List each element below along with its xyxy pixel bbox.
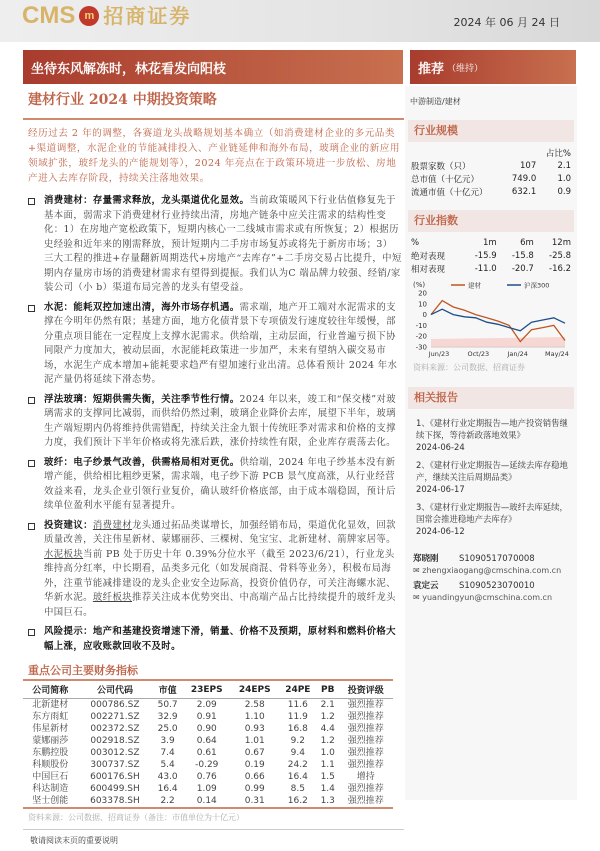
bullet-item (26, 625, 402, 654)
table-cell: 强烈推荐 (347, 784, 384, 794)
table-cell: 1.5 (320, 772, 335, 782)
checkbox-bullet-icon (28, 397, 35, 404)
table-cell: 43.0 (157, 772, 178, 782)
report-date: 2024-06-12 (416, 526, 465, 536)
bullet-head: 浮法玻璃：短期供需失衡，关注季节性行情。 (44, 393, 240, 405)
table-cell: 强烈推荐 (347, 724, 384, 734)
cell: 107 (520, 160, 537, 171)
cell: 2.1 (557, 160, 571, 171)
table-cell: 0.67 (244, 748, 265, 758)
bullet-head: 玻纤：电子纱景气改善，供需格局相对更优。 (44, 456, 240, 468)
table-cell: 2.2 (152, 795, 182, 808)
bullet-body: 龙头通过拓品类谋增长，加强经销布局，渠道优化显效，回款质量改善，关注伟星新材、蒙娜丽莎、三棵树、兔宝宝、北新建材、箭牌家居等。 (44, 519, 396, 545)
chart-source: 资料来源：公司数据、招商证券 (413, 363, 525, 372)
bullet-item (26, 393, 402, 451)
bullet-item (26, 301, 402, 388)
analysts (413, 553, 573, 604)
key-companies-table (23, 679, 393, 809)
table-cell: 8.5 (290, 784, 305, 794)
column-header: 公司简称 (23, 680, 77, 699)
report-title: 1、《建材行业定期报告—地产投资销售继续下探，等待新政落地效果》 (416, 418, 568, 440)
x-tick-label: Jun/23 (428, 350, 450, 358)
table-cell: 0.31 (231, 795, 279, 808)
table-cell: 2.1 (320, 700, 335, 710)
checkbox-bullet-icon (28, 523, 35, 530)
bullet-item (26, 456, 402, 514)
row-label: 流通市值（十亿元） (411, 187, 488, 198)
table-cell: 0.19 (244, 760, 265, 770)
logo-chinese: 招商证券 (103, 4, 192, 28)
bullet-body: 需求端，地产开工端对水泥需求的支撑在今明年仍然有限；基建方面，地方化债背景下专项债发行速度较往年缓慢，部分重点项目能在一定程度上支撑水泥需求。供给端，主动层面，行业普遍亏损下协同限产力度加大，被动层面，水泥能耗政策进一步加严，未来有望纳入碳交易市场，水泥生产成本增加+能耗要求趋严有望加速行业出清。总体看预计 2024 年水泥产量仍将延续下滑态势。 (44, 301, 398, 385)
table-cell: 0.66 (244, 772, 265, 782)
underlined-term: 消费建材 (92, 519, 132, 531)
bullet-body: 供给端，2024 年电子纱基本没有新增产能，供给相比粗纱更紧，需求端，电子纱下游 PCB 景气度高涨，从行业经营效益来看，龙头企业引领行业复价，确认玻纤价格底部，由于成本端稳固，预计后续单位盈利水平能有显著提升。 (44, 456, 396, 511)
bullet-item (26, 519, 402, 621)
volume-area (431, 337, 565, 347)
column-header: 1m (483, 237, 497, 248)
industry-label: 中游制造/建材 (410, 97, 461, 106)
table-cell: 强烈推荐 (347, 700, 384, 710)
mail-icon: ✉ (413, 566, 423, 575)
table-row (23, 747, 393, 759)
table-cell: 中国巨石 (32, 772, 69, 782)
report-subtitle: 建材行业 2024 中期投资策略 (28, 92, 217, 108)
table-row (23, 723, 393, 735)
table-cell: 东鹏控股 (32, 748, 69, 758)
table-cell: 0.93 (244, 724, 265, 734)
table-cell: 1.01 (244, 736, 265, 746)
bullet-head: 消费建材：存量需求释放，龙头渠道优化显效。 (44, 195, 250, 206)
bullet-head: 投资建议： (44, 519, 93, 531)
table-cell: 0.64 (196, 736, 217, 746)
cell: 1.0 (557, 173, 571, 184)
report-link[interactable] (416, 459, 570, 495)
underlined-term: 玻纤板块 (92, 592, 132, 603)
table-cell: 增持 (356, 772, 375, 782)
table-cell: 1.1 (320, 760, 335, 770)
main-column (23, 88, 404, 851)
cell: -20.7 (511, 263, 534, 274)
column-header: 占比% (545, 148, 571, 159)
table-cell: 强烈推荐 (339, 795, 393, 808)
y-tick-label: 20 (418, 289, 427, 298)
x-tick-label: May/24 (545, 350, 569, 358)
table-cell: 0.76 (196, 772, 217, 782)
bullet-body: 当前 PB 处于历史十年 0.39%分位水平（截至 2023/6/21），行业龙头维持高分红率，中长期看，品类多元化（如发展商混、骨料等业务），积极布局海外，注重节能减排建设的龙头企业安全边际高，投资价值仍存，可关注海螺水泥、华新水泥。 (44, 548, 396, 603)
table-cell: 9.4 (290, 748, 305, 758)
table-cell: 9.2 (290, 736, 305, 746)
related-reports-title: 相关报告 (408, 387, 574, 409)
email-text: zhengxiaogang@cmschina.com.cn (422, 566, 562, 575)
table-row (23, 699, 393, 712)
cell: -15.8 (511, 250, 534, 261)
analyst-email[interactable] (413, 565, 573, 577)
analyst (413, 553, 573, 565)
analyst-email[interactable] (413, 592, 573, 604)
rating-bar (410, 50, 576, 84)
column-header: 市值 (152, 680, 182, 699)
bullet-list (23, 194, 404, 659)
bullet-head: 风险提示：地产和基建投资增速下滑，销量、价格不及预期，原材料和燃料价格大幅上涨，应收账款回收不及时。 (44, 626, 396, 652)
analyst-id: S1090517070008 (459, 554, 535, 564)
table-row (23, 771, 393, 783)
table-cell: 003012.SZ (90, 748, 140, 758)
table-cell: 蒙娜丽莎 (32, 736, 69, 746)
logo-emblem-icon: m (79, 6, 99, 26)
table-cell: 7.4 (160, 748, 175, 758)
table-row (411, 146, 571, 159)
analyst-name: 袁定云 (413, 581, 439, 591)
table-row (411, 159, 571, 172)
table-row (411, 262, 571, 275)
table-row (411, 172, 571, 185)
table-cell: 25.0 (157, 724, 178, 734)
bullet-body: 2024 年以来，竣工和“保交楼”对玻璃需求的支撑同比减弱，而供给仍然过剩，玻璃企业降价去库，展望下半年，玻璃生产端短期内仍将维持供需错配，持续关注金九银十传统旺季对需求和价格的支撑力度，我们预计下半年价格或将先涨后跌，涨价持续性有限，企业库存震荡去化。 (44, 393, 397, 448)
report-date: 2024-06-17 (416, 484, 465, 494)
table-row (23, 783, 393, 795)
table-cell: 603378.SH (77, 795, 152, 808)
report-title: 2、《建材行业定期报告—延续去库存稳地产，继续关注后周期品类》 (416, 460, 568, 482)
y-tick-label: 0 (422, 311, 427, 320)
y-tick-label: -30 (415, 343, 427, 352)
industry-index-table (411, 236, 571, 275)
summary-text: 经历过去 2 年的调整，各赛道龙头战略规划基本确立（如消费建材企业的多元品类+渠道调整，水泥企业的节能减排投入、产业链延伸和海外布局，玻璃企业的新应用领域扩张，玻纤龙头的产能规划等），2024 年亮点在于政策环境进一步放松、房地产进入去库存阶段，持续关注落地效果。 (28, 128, 400, 184)
report-date: 2024 年 06 月 24 日 (453, 16, 560, 29)
related-reports-list (416, 417, 570, 543)
table-row (23, 711, 393, 723)
rating-sub: （维持） (447, 63, 484, 74)
divider (23, 118, 404, 120)
legend-label: 建材 (468, 281, 481, 290)
table-cell: 11.9 (287, 712, 308, 722)
cell: 632.1 (511, 186, 537, 197)
y-tick-label: -20 (415, 332, 427, 341)
table-cell: 1.3 (317, 795, 339, 808)
table-cell: 16.4 (157, 784, 178, 794)
table-row (23, 759, 393, 771)
analyst (413, 580, 573, 592)
column-header: PB (317, 680, 339, 699)
email-text: yuandingyun@cmschina.com.cn (422, 593, 553, 602)
table-cell: 3.9 (160, 736, 175, 746)
table-cell: 1.2 (320, 736, 335, 746)
table-cell: 北新建材 (32, 700, 69, 710)
column-header: 23EPS (183, 680, 231, 699)
logo (22, 2, 191, 30)
table-cell: 1.2 (320, 712, 335, 722)
y-axis-label: (%) (413, 281, 426, 289)
table-cell: 16.2 (279, 795, 317, 808)
checkbox-bullet-icon (28, 460, 35, 467)
bullet-body: 当前政策暖风下行业估值修复先于基本面，弱需求下消费建材行业持续出清，房地产链条中应关注需求的结构性变化：1）在房地产宽松政策下，短期内核心一二线城市需求或有所恢复；2）根据历史经验和近年来的刚需释放，预计短期内二手房市场复苏或将先于新房市场；3）三大工程的推进+存量翻新周期迭代+房地产“去库存”+二手房交易占比提升，中短期内存量房市场的消费建材需求有望得到提振。我们认为C 端品牌力较强、经销/家装公司（小 b）渠道布局完善的龙头有望受益。 (44, 195, 402, 293)
checkbox-bullet-icon (28, 305, 35, 312)
analyst-name: 郑晓刚 (413, 554, 439, 564)
checkbox-bullet-icon (28, 629, 35, 636)
cell: -11.0 (474, 263, 497, 274)
table-cell: 1.09 (196, 784, 217, 794)
y-tick-label: 10 (418, 300, 427, 309)
report-link[interactable] (416, 417, 570, 453)
table-source: 资料来源：公司数据、招商证券（备注：市值单位为十亿元） (28, 813, 244, 822)
table-row (23, 795, 393, 808)
table-cell: 24.2 (287, 760, 308, 770)
table-row (411, 249, 571, 262)
rating-label: 推荐 (418, 61, 445, 77)
table-cell: 002271.SZ (90, 712, 140, 722)
table-cell: 2.58 (244, 700, 265, 710)
table-cell: 1.4 (320, 784, 335, 794)
table-cell: 0.91 (196, 712, 217, 722)
table-cell: -0.29 (195, 760, 219, 770)
column-header: 6m (520, 237, 534, 248)
cell: -15.9 (474, 250, 497, 261)
x-tick-label: Oct/23 (467, 350, 490, 358)
analyst-id: S1090523070010 (459, 581, 535, 591)
table-cell: 1.10 (244, 712, 265, 722)
column-header: % (411, 237, 420, 248)
report-title-bar (23, 50, 403, 84)
cell: -25.8 (549, 250, 571, 261)
table-cell: 科达制造 (32, 784, 69, 794)
row-label: 股票家数（只） (411, 161, 471, 172)
bullet-head: 水泥：能耗双控加速出清，海外市场存机遇。 (44, 301, 240, 313)
row-label: 绝对表现 (411, 251, 446, 262)
table-cell: 50.7 (157, 700, 178, 710)
table-cell: 600499.SH (90, 784, 140, 794)
table-cell: 000786.SZ (90, 700, 140, 710)
table-cell: 东方雨虹 (32, 712, 69, 722)
column-header: 投资评级 (339, 680, 393, 699)
table-cell: 5.4 (160, 760, 175, 770)
sidebar (408, 94, 574, 604)
table-cell: 32.9 (157, 712, 178, 722)
cell: 749.0 (511, 173, 537, 184)
industry-index-title: 行业指数 (408, 210, 574, 232)
table-cell: 11.6 (287, 700, 308, 710)
table-cell: 002372.SZ (90, 724, 140, 734)
table-cell: 16.8 (287, 724, 308, 734)
table-cell: 强烈推荐 (347, 748, 384, 758)
report-title: 坐待东风解冻时，林花看发向阳枝 (31, 61, 227, 77)
table-header-row (23, 680, 393, 699)
bullet-item (26, 194, 402, 296)
table-cell: 4.4 (320, 724, 335, 734)
industry-scale-title: 行业规模 (408, 120, 574, 142)
y-tick-label: -10 (415, 321, 427, 330)
table-cell: 0.90 (196, 724, 217, 734)
table-cell: 强烈推荐 (347, 736, 384, 746)
table-row (411, 236, 571, 249)
table-cell: 16.4 (287, 772, 308, 782)
industry-index-chart (411, 279, 571, 359)
table-cell: 2.09 (196, 700, 217, 710)
bullet-body: 推荐关注成本优势突出、中高端产品占比持续提升的玻纤龙头中国巨石。 (44, 592, 396, 618)
legend-label: 沪深300 (524, 281, 550, 290)
industry-scale-table (411, 146, 571, 198)
table-row (411, 185, 571, 198)
report-date: 2024-06-24 (416, 442, 465, 452)
column-header: 12m (551, 237, 571, 248)
table-cell: 0.99 (244, 784, 265, 794)
table-cell: 科顺股份 (32, 760, 69, 770)
report-link[interactable] (416, 501, 570, 537)
mail-icon: ✉ (413, 593, 423, 602)
table-cell: 600176.SH (90, 772, 140, 782)
checkbox-bullet-icon (28, 198, 35, 205)
cell: -16.2 (549, 263, 571, 274)
series-line-building-materials (431, 301, 565, 342)
key-companies-title: 重点公司主要财务指标 (28, 664, 138, 677)
table-cell: 0.61 (196, 748, 217, 758)
footer-note: 敬请阅读末页的重要说明 (30, 836, 118, 845)
table-cell: 002918.SZ (90, 736, 140, 746)
table-cell: 强烈推荐 (347, 760, 384, 770)
cell: 0.9 (557, 186, 571, 197)
table-cell: 强烈推荐 (347, 712, 384, 722)
table-cell: 0.14 (183, 795, 231, 808)
row-label: 总市值（十亿元） (411, 174, 480, 185)
logo-latin: CMS (22, 2, 76, 29)
x-tick-label: Jan/24 (507, 350, 528, 358)
table-cell: 300737.SZ (90, 760, 140, 770)
column-header: 公司代码 (77, 680, 152, 699)
column-header: 24EPS (231, 680, 279, 699)
report-title: 3、《建材行业定期报告—玻纤去库延续，国常会推进稳地产去库存》 (416, 502, 568, 524)
table-cell: 1.0 (320, 748, 335, 758)
column-header: 24PE (279, 680, 317, 699)
table-cell: 伟星新材 (32, 724, 69, 734)
table-cell: 坚士创能 (23, 795, 77, 808)
underlined-term: 水泥板块 (44, 548, 84, 560)
table-row (23, 735, 393, 747)
row-label: 相对表现 (411, 264, 446, 275)
